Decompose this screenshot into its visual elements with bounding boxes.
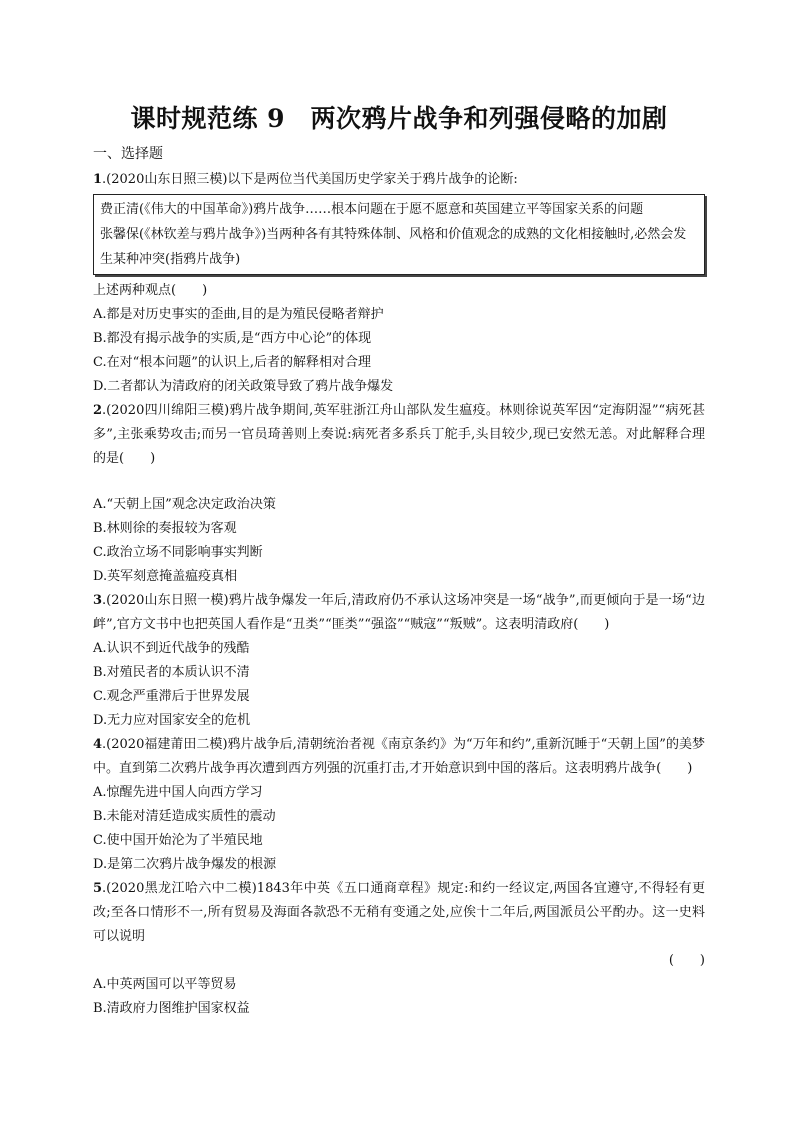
option-c: C.在对“根本问题”的认识上,后者的解释相对合理 xyxy=(93,355,372,370)
question-prompt: 上述两种观点( ) xyxy=(93,283,208,298)
option-a: A.都是对历史事实的歪曲,目的是为殖民侵略者辩护 xyxy=(93,307,384,322)
option-a: A.认识不到近代战争的残酷 xyxy=(93,641,250,656)
option-d: D.英军刻意掩盖瘟疫真相 xyxy=(93,569,238,584)
section-heading: 一、选择题 xyxy=(93,146,163,162)
answer-paren: ( ) xyxy=(668,953,705,968)
option-a: A.中英两国可以平等贸易 xyxy=(93,977,237,992)
answer-paren-row xyxy=(93,949,705,973)
question-stem: .(2020四川绵阳三模)鸦片战争期间,英军驻浙江舟山部队发生瘟疫。林则徐说英军因“定海阴湿”“病死甚多”,主张乘势攻击;而另一官员琦善则上奏说:病死者多系兵丁舵手,头目较少,现已安然无恙。对此解释合理的是( ) xyxy=(93,403,705,466)
question-number: 1 xyxy=(93,172,103,187)
option-b: B.清政府力图维护国家权益 xyxy=(93,1001,250,1016)
option-b: B.未能对清廷造成实质性的震动 xyxy=(93,809,276,824)
option-c: C.使中国开始沦为了半殖民地 xyxy=(93,833,263,848)
question-number: 3 xyxy=(93,593,103,608)
option-d: D.无力应对国家安全的危机 xyxy=(93,713,251,728)
quote-box xyxy=(93,194,705,275)
question-4 xyxy=(93,733,705,877)
option-b: B.都没有揭示战争的实质,是“西方中心论”的体现 xyxy=(93,331,372,346)
blank-space xyxy=(93,471,705,493)
option-d: D.是第二次鸦片战争爆发的根源 xyxy=(93,857,277,872)
question-3 xyxy=(93,589,705,733)
question-number: 4 xyxy=(93,737,103,752)
question-number: 5 xyxy=(93,881,103,896)
page-title: 课时规范练 9 两次鸦片战争和列强侵略的加剧 xyxy=(130,104,668,133)
option-a: A.惊醒先进中国人向西方学习 xyxy=(93,785,263,800)
option-a: A.“天朝上国”观念决定政治决策 xyxy=(93,497,276,512)
question-2 xyxy=(93,399,705,589)
question-5 xyxy=(93,877,705,1021)
question-stem: .(2020福建莆田二模)鸦片战争后,清朝统治者视《南京条约》为“万年和约”,重新沉睡于“天朝上国”的美梦中。直到第二次鸦片战争再次遭到西方列强的沉重打击,才开始意识到中国的落后。这表明鸦片战争( ) xyxy=(93,737,705,776)
option-d: D.二者都认为清政府的闭关政策导致了鸦片战争爆发 xyxy=(93,379,394,394)
question-stem: .(2020山东日照一模)鸦片战争爆发一年后,清政府仍不承认这场冲突是一场“战争”,而更倾向于是一场“边衅”,官方文书中也把英国人看作是“丑类”“匪类”“强盗”“贼寇”“叛贼”。这表明清政府( ) xyxy=(93,593,705,632)
question-stem: .(2020黑龙江哈六中二模)1843年中英《五口通商章程》规定:和约一经议定,两国各宜遵守,不得轻有更改;至各口情形不一,所有贸易及海面各款恐不无稍有变通之处,应俟十二年后,两国派员公平酌办。这一史料可以说明 xyxy=(93,881,705,944)
option-b: B.林则徐的奏报较为客观 xyxy=(93,521,237,536)
question-list xyxy=(93,168,705,1021)
question-stem: .(2020山东日照三模)以下是两位当代美国历史学家关于鸦片战争的论断: xyxy=(102,172,518,187)
option-c: C.观念严重滞后于世界发展 xyxy=(93,689,250,704)
option-c: C.政治立场不同影响事实判断 xyxy=(93,545,263,560)
quote-zhang-xinbao: 张馨保(《林钦差与鸦片战争》)当两种各有其特殊体制、风格和价值观念的成熟的文化相接触时,必然会发生某种冲突(指鸦片战争) xyxy=(100,227,687,267)
question-number: 2 xyxy=(93,403,103,418)
quote-fei-zhengqing: 费正清(《伟大的中国革命》)鸦片战争……根本问题在于愿不愿意和英国建立平等国家关系的问题 xyxy=(100,202,644,217)
question-1 xyxy=(93,168,705,399)
option-b: B.对殖民者的本质认识不清 xyxy=(93,665,250,680)
